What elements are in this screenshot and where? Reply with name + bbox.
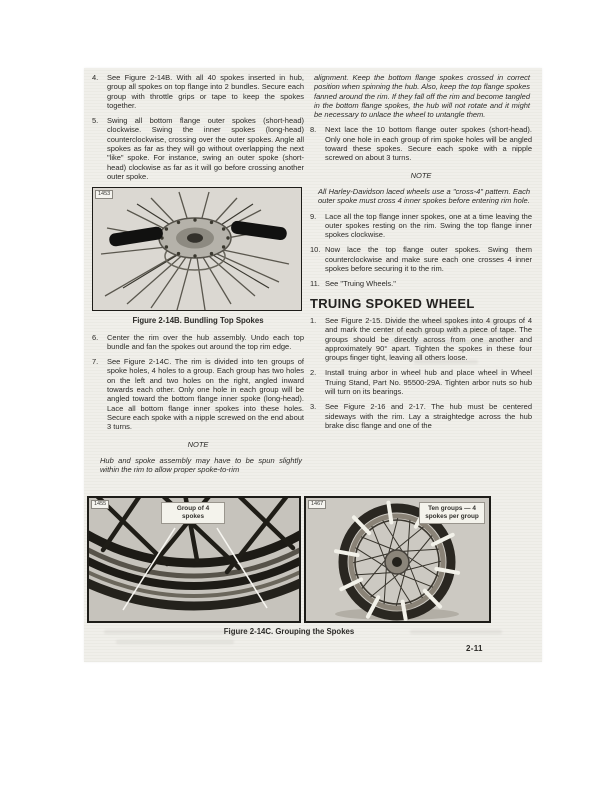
list-item (310, 212, 532, 240)
item-number: 7. (92, 357, 99, 367)
list-item (92, 357, 304, 431)
item-text: See "Truing Wheels." (325, 279, 396, 289)
note-text: Hub and spoke assembly may have to be spun slightly within the rim to allow proper spoke-to-rim (100, 455, 302, 475)
figure-2-14c (87, 496, 537, 646)
figure-2-14c-right-photo (304, 496, 491, 623)
list-item (310, 316, 532, 362)
list-item (310, 402, 532, 430)
item-text: See Figure 2-14C. The rim is divided into ten groups of spoke holes, 4 holes to a group. Each group has two holes on the left and two holes on the right, angled inward towards each other. Only one hole in each group will be angled toward the bottom flange inner spoke (long-head). Lace all bottom flange inner spokes into these holes. Secure each spoke with a nipple screwed on the end about 3 turns. (107, 357, 304, 432)
figure-caption: Figure 2-14B. Bundling Top Spokes (132, 316, 264, 326)
list-item (92, 116, 304, 181)
photo-id-label: 1467 (308, 500, 326, 509)
figure-2-14b (92, 187, 304, 325)
item-number: 9. (310, 211, 317, 221)
item-number: 3. (310, 402, 317, 412)
figure-2-14b-photo (92, 187, 302, 311)
item-text: See Figure 2-16 and 2-17. The hub must be centered sideways with the rim. Lay a straightedge across the hub brake disc flange and one of the (325, 402, 532, 430)
photo-id-label: 1455 (91, 500, 109, 509)
item-number: 10. (310, 245, 321, 255)
item-text: Swing all bottom flange outer spokes (short-head) clockwise. Swing the inner spokes (long-head) counterclockwise, crossing over the outer spokes. Angle all spokes as far as they will go without overlapping the next "like" spoke. For instance, swing an outer spoke (short-head) clockwise as far as it will go before crossing another outer spoke. (107, 116, 304, 181)
item-number: 8. (310, 125, 317, 135)
figure-2-14c-left-photo (87, 496, 301, 623)
item-text: Center the rim over the hub assembly. Undo each top bundle and fan the spokes out around the top rim edge. (107, 332, 304, 351)
hub-spokes-illustration (93, 188, 301, 310)
list-item (92, 333, 304, 352)
list-item (92, 73, 304, 110)
item-text: Now lace the top flange outer spokes. Swing them counterclockwise and make sure each one crosses 4 inner spokes before securing it to the rim. (325, 245, 532, 274)
section-heading: TRUING SPOKED WHEEL (310, 295, 475, 311)
figure-caption: Figure 2-14C. Grouping the Spokes (223, 627, 355, 636)
photo-id-label: 1453 (95, 190, 113, 199)
note-continuation-text: alignment. Keep the bottom flange spokes crossed in correct position when spinning the hub. Also, keep the top flange spokes fanned around the rim. If they fall off the rim and become tangled in the bottom flange spokes, the hub will not rotate and it might be necessary to unlace the wheel to untangle them. (314, 73, 530, 120)
page-number: 2-11 (466, 644, 483, 653)
item-number: 2. (310, 368, 317, 378)
left-column (92, 73, 304, 480)
scanned-paper-area (84, 68, 542, 662)
item-text: See Figure 2-14B. With all 40 spokes inserted in hub, group all spokes on top flange into 2 bundles. Secure each group with throttle grips or tape to keep the spokes together. (107, 73, 304, 110)
list-item (310, 279, 532, 288)
note-label: NOTE (410, 170, 432, 180)
note-text: All Harley-Davidson laced wheels use a "cross-4" pattern. Each outer spoke must cross 4 inner spokes before entering rim hole. (318, 186, 530, 206)
list-item (310, 368, 532, 396)
item-number: 1. (310, 315, 317, 325)
item-number: 5. (92, 116, 99, 126)
note-label: NOTE (187, 439, 209, 449)
item-text: Next lace the 10 bottom flange outer spokes (short-head). Only one hole in each group of rim spoke holes will be angled toward these spokes. Secure each spoke with a nipple screwed on about 3 turns. (325, 125, 532, 163)
item-number: 11. (310, 279, 320, 289)
right-column (310, 73, 532, 436)
item-number: 4. (92, 73, 99, 82)
list-item (310, 245, 532, 273)
item-text: Lace all the top flange inner spokes, one at a time leaving the outer spokes resting on the rim. Swing the top flange inner spokes clockwise. (325, 211, 532, 240)
ten-groups-callout: Ten groups — 4 spokes per group (419, 502, 485, 524)
group-of-4-spokes-callout: Group of 4 spokes (161, 502, 225, 524)
list-item (310, 125, 532, 162)
item-number: 6. (92, 332, 99, 342)
item-text: Install truing arbor in wheel hub and place wheel in Wheel Truing Stand, Part No. 95500-29A. Tighten arbor nuts so hub will turn on its bearings. (325, 368, 532, 397)
item-text: See Figure 2-15. Divide the wheel spokes into 4 groups of 4 and mark the center of each group with a piece of tape. The groups should be directly across from one another and approximately 90° apart. Tighten the spokes in these four groups finger tight, leaving all others loose. (325, 315, 532, 363)
